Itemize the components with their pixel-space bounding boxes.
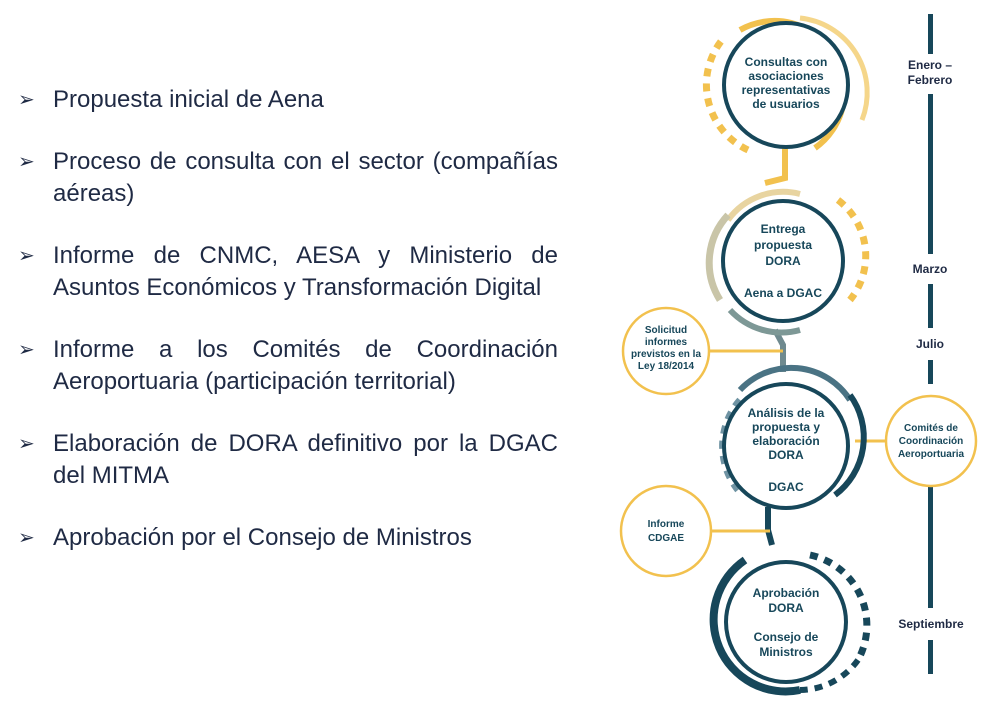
step-2-line-1: Entrega	[760, 222, 806, 236]
step-4-line-1: Aprobación	[752, 586, 820, 600]
step-3-line-3: elaboración	[752, 434, 820, 448]
step-2-line-2: propuesta	[753, 238, 813, 252]
bullet-text: Proceso de consulta con el sector (compañías aéreas)	[53, 148, 558, 207]
arrow-bullet-icon: ➢	[18, 339, 35, 361]
step-3-line-6: DGAC	[768, 480, 804, 494]
step-4-line-2: DORA	[768, 601, 804, 615]
arrow-bullet-icon: ➢	[18, 245, 35, 267]
arrow-bullet-icon: ➢	[18, 151, 35, 173]
step-4-line-5: Ministros	[759, 645, 813, 659]
side-circle-solicitud	[623, 308, 709, 394]
timeline-label-enero	[890, 58, 970, 88]
solicitud-line-4: Ley 18/2014	[637, 361, 695, 372]
step-2-line-5: Aena a DGAC	[743, 286, 823, 300]
bullet-text: Informe de CNMC, AESA y Ministerio de Asuntos Económicos y Transformación Digital	[53, 242, 558, 301]
comites-line-3: Aeroportuaria	[897, 449, 965, 460]
bullet-text: Propuesta inicial de Aena	[53, 86, 324, 113]
bullet-text: Informe a los Comités de Coordinación Aeroportuaria (participación territorial)	[53, 336, 558, 395]
step-3-line-2: propuesta y	[751, 420, 821, 434]
step-2-line-3: DORA	[765, 254, 801, 268]
step-1-line-2: asociaciones	[748, 69, 824, 83]
arrow-bullet-icon: ➢	[18, 527, 35, 549]
cdgae-line-1: Informe	[647, 519, 685, 530]
timeline-label-septiembre: Septiembre	[898, 617, 964, 631]
timeline-enero-line-2: Febrero	[907, 73, 953, 87]
bullet-text: Elaboración de DORA definitivo por la DGAC del MITMA	[53, 430, 558, 489]
step-3-line-1: Análisis de la	[747, 406, 825, 420]
timeline-label-julio: Julio	[915, 337, 944, 351]
solicitud-line-3: previstos en la	[630, 349, 702, 360]
side-circle-cdgae	[621, 486, 711, 576]
side-circle-comites	[886, 396, 976, 486]
step-1-line-3: representativas	[741, 83, 831, 97]
step-1-line-4: de usuarios	[752, 97, 820, 111]
step-1-line-1: Consultas con	[744, 55, 828, 69]
cdgae-line-2: CDGAE	[647, 533, 685, 544]
solicitud-line-2: informes	[644, 337, 688, 348]
bullet-text: Aprobación por el Consejo de Ministros	[53, 524, 472, 551]
step-4-line-4: Consejo de	[753, 630, 819, 644]
timeline-enero-line-1: Enero –	[907, 58, 952, 72]
arrow-bullet-icon: ➢	[18, 89, 35, 111]
step-3-line-4: DORA	[768, 448, 804, 462]
comites-line-2: Coordinación	[898, 436, 964, 447]
timeline-label-marzo: Marzo	[912, 262, 948, 276]
step-circle-consultas	[706, 18, 867, 150]
comites-line-1: Comités de	[904, 423, 958, 434]
connector-3-4	[768, 507, 772, 545]
step-circle-entrega	[709, 192, 865, 333]
step-circle-aprobacion	[714, 555, 867, 691]
arrow-bullet-icon: ➢	[18, 433, 35, 455]
solicitud-line-1: Solicitud	[644, 325, 688, 336]
step-circle-analisis	[723, 368, 864, 508]
connector-1-2	[765, 147, 785, 183]
